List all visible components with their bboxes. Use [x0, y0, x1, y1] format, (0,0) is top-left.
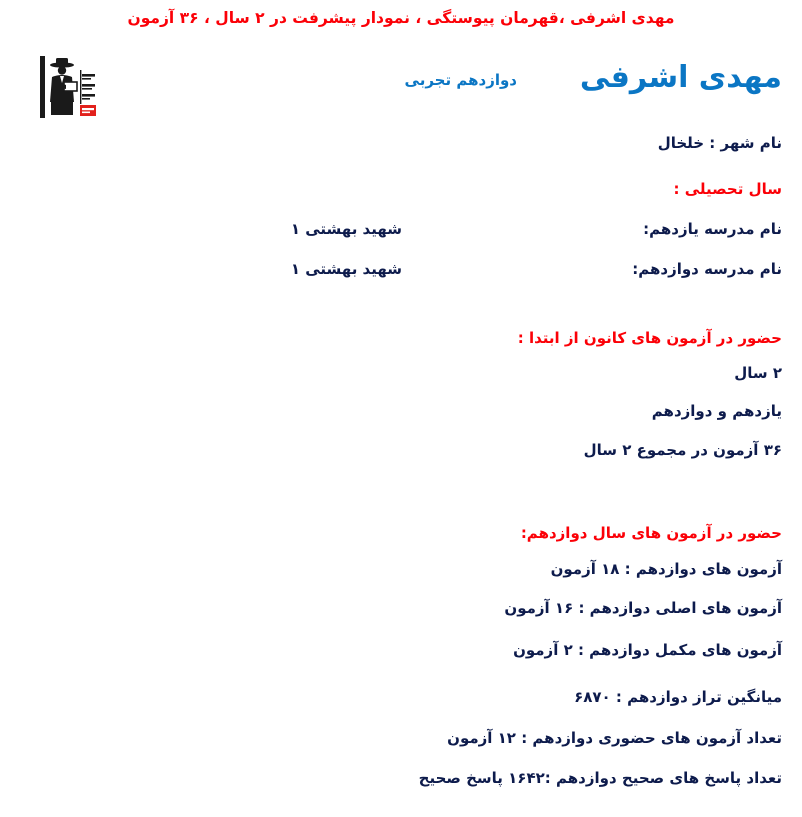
page-title-text: مهدی اشرفی ،قهرمان پیوستگی ، نمودار پیشرفت در ۲ سال ، ۳۶ آزمون	[127, 9, 675, 27]
school-11-row	[12, 216, 782, 242]
school-11-value: شهید بهشتی ۱	[290, 220, 402, 238]
grade12-stat-text: آزمون های مکمل دوازدهم : ۲ آزمون	[513, 641, 782, 659]
student-grade-field: دوازدهم تجربی	[404, 71, 517, 89]
overall-attendance-heading-row	[12, 325, 782, 351]
overall-attendance-text: یازدهم و دوازدهم	[651, 402, 782, 420]
grade12-stat-row	[12, 765, 782, 791]
overall-attendance-row	[12, 398, 782, 424]
school-12-row	[12, 256, 782, 282]
grade12-stat-row	[12, 556, 782, 582]
grade12-stat-text: آزمون های اصلی دوازدهم : ۱۶ آزمون	[504, 599, 782, 617]
student-header	[12, 58, 782, 102]
overall-attendance-text: ۳۶ آزمون در مجموع ۲ سال	[583, 441, 782, 459]
city-label: نام شهر : خلخال	[657, 134, 782, 152]
grade12-stat-text: تعداد پاسخ های صحیح دوازدهم :۱۶۴۲ پاسخ صحیح	[418, 769, 782, 787]
overall-attendance-row	[12, 437, 782, 463]
grade12-stat-row	[12, 595, 782, 621]
grade12-stat-row	[12, 684, 782, 710]
grade12-stat-row	[12, 637, 782, 663]
school-12-label: نام مدرسه دوازدهم:	[632, 260, 782, 278]
school-11-label: نام مدرسه یازدهم:	[643, 220, 782, 238]
overall-attendance-text: ۲ سال	[734, 364, 782, 382]
academic-year-heading: سال تحصیلی :	[673, 180, 782, 198]
grade12-stat-row	[12, 725, 782, 751]
grade12-attendance-heading-row	[12, 520, 782, 546]
school-12-value: شهید بهشتی ۱	[290, 260, 402, 278]
grade12-stat-text: تعداد آزمون های حضوری دوازدهم : ۱۲ آزمون	[447, 729, 782, 747]
grade12-stat-text: میانگین تراز دوازدهم : ۶۸۷۰	[574, 688, 782, 706]
academic-year-heading-row	[12, 176, 782, 202]
overall-attendance-row	[12, 360, 782, 386]
grade12-stat-text: آزمون های دوازدهم : ۱۸ آزمون	[550, 560, 782, 578]
grade12-attendance-heading: حضور در آزمون های سال دوازدهم:	[520, 524, 782, 542]
overall-attendance-heading: حضور در آزمون های کانون از ابتدا :	[517, 329, 782, 347]
page-title	[0, 8, 802, 27]
city-row	[12, 130, 782, 156]
student-name: مهدی اشرفی	[579, 60, 782, 95]
